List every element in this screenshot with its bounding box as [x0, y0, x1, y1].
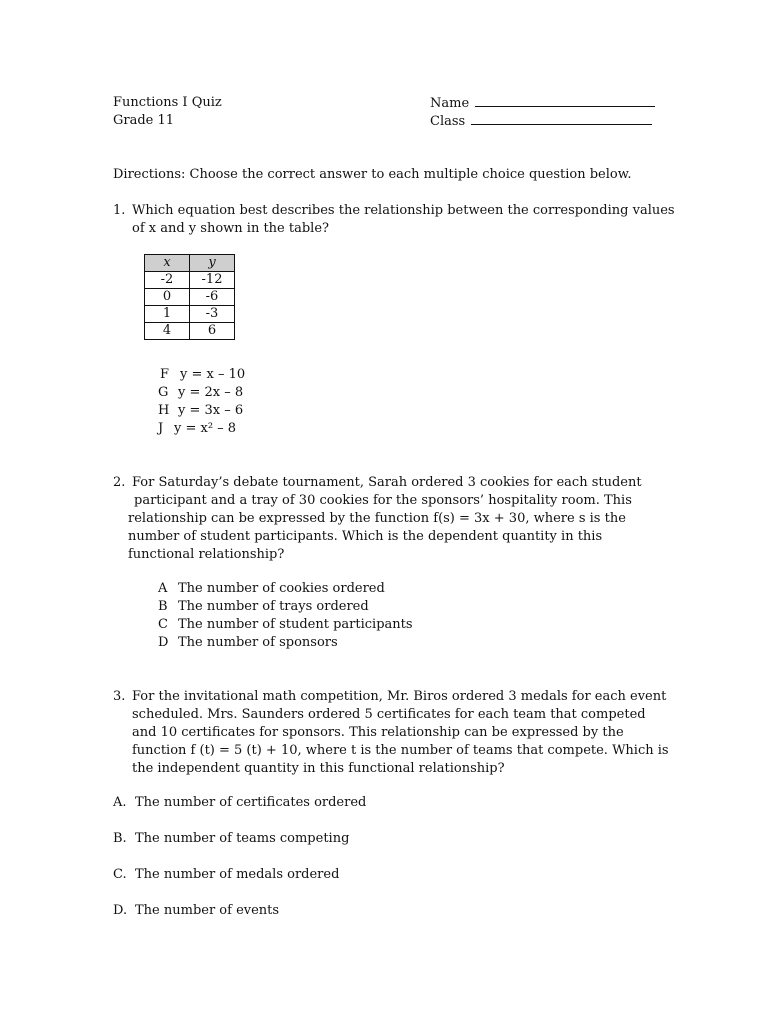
choice-letter: C — [158, 617, 168, 632]
table-header-x: x — [145, 255, 190, 272]
q3-line-1: For the invitational math competition, Mr. Biros ordered 3 medals for each event — [132, 689, 667, 704]
q2-line-2: participant and a tray of 30 cookies for the sponsors’ hospitality room. This — [134, 493, 632, 508]
choice-letter: A. — [113, 795, 127, 810]
q1-xy-table — [144, 254, 235, 340]
q2-line-4: number of student participants. Which is the dependent quantity in this — [128, 529, 603, 544]
name-blank[interactable] — [475, 94, 655, 107]
q2-choice-c[interactable] — [158, 616, 413, 634]
table-cell: 6 — [190, 323, 235, 340]
q2-number: 2. — [113, 475, 126, 490]
choice-text: The number of medals ordered — [135, 867, 340, 882]
q1-text — [132, 202, 675, 238]
choice-text: y = x – 10 — [180, 367, 246, 382]
q3-line-3: and 10 certificates for sponsors. This relationship can be expressed by the — [132, 725, 624, 740]
q3-choice-d[interactable] — [113, 902, 279, 920]
choice-text: The number of teams competing — [135, 831, 350, 846]
q1-choice-h[interactable] — [158, 402, 243, 420]
table-row — [145, 306, 235, 323]
q3-text — [132, 688, 669, 778]
choice-text: The number of certificates ordered — [135, 795, 367, 810]
table-cell: -3 — [190, 306, 235, 323]
choice-text: y = 3x – 6 — [178, 403, 244, 418]
table-cell: 1 — [145, 306, 190, 323]
choice-letter: D. — [113, 903, 128, 918]
choice-text: y = x² – 8 — [174, 421, 237, 436]
q1-choice-g[interactable] — [158, 384, 243, 402]
q2-line-5: functional relationship? — [128, 547, 285, 562]
directions: Directions: Choose the correct answer to each multiple choice question below. — [113, 167, 632, 182]
choice-letter: H — [158, 403, 170, 418]
choice-letter: J — [158, 421, 164, 436]
name-label: Name — [430, 96, 470, 111]
name-row — [430, 94, 655, 113]
q1-line-2: of x and y shown in the table? — [132, 221, 329, 236]
choice-letter: A — [158, 581, 168, 596]
table-row — [145, 272, 235, 289]
choice-text: The number of cookies ordered — [178, 581, 385, 596]
q3-choice-b[interactable] — [113, 830, 349, 848]
q1-line-1: Which equation best describes the relationship between the corresponding values — [132, 203, 675, 218]
q3-line-5: the independent quantity in this functional relationship? — [132, 761, 505, 776]
table-cell: 0 — [145, 289, 190, 306]
q3-choice-c[interactable] — [113, 866, 339, 884]
choice-text: The number of events — [135, 903, 280, 918]
choice-text: y = 2x – 8 — [178, 385, 244, 400]
choice-text: The number of trays ordered — [178, 599, 369, 614]
q2-choice-b[interactable] — [158, 598, 369, 616]
table-row — [145, 323, 235, 340]
table-cell: -2 — [145, 272, 190, 289]
class-label: Class — [430, 114, 466, 129]
q1-number: 1. — [113, 203, 126, 218]
q2-choice-d[interactable] — [158, 634, 338, 652]
choice-letter: F — [160, 367, 170, 382]
q1-choice-j[interactable] — [158, 420, 236, 438]
table-cell: 4 — [145, 323, 190, 340]
choice-letter: D — [158, 635, 169, 650]
table-row — [145, 289, 235, 306]
choice-text: The number of student participants — [178, 617, 413, 632]
q2-choice-a[interactable] — [158, 580, 385, 598]
choice-letter: B. — [113, 831, 127, 846]
q3-choice-a[interactable] — [113, 794, 366, 812]
class-blank[interactable] — [471, 112, 652, 125]
choice-letter: G — [158, 385, 169, 400]
q2-text — [128, 474, 642, 564]
quiz-title: Functions I Quiz — [113, 95, 222, 110]
table-header-row — [145, 255, 235, 272]
table-cell: -6 — [190, 289, 235, 306]
q1-choice-f[interactable] — [160, 366, 245, 384]
q3-line-4: function f (t) = 5 (t) + 10, where t is the number of teams that compete. Which is — [132, 743, 669, 758]
q3-line-2: scheduled. Mrs. Saunders ordered 5 certificates for each team that competed — [132, 707, 646, 722]
choice-letter: C. — [113, 867, 127, 882]
q2-line-1: For Saturday’s debate tournament, Sarah ordered 3 cookies for each student — [132, 475, 642, 490]
grade-label: Grade 11 — [113, 113, 175, 128]
choice-text: The number of sponsors — [178, 635, 338, 650]
class-row — [430, 112, 652, 131]
choice-letter: B — [158, 599, 168, 614]
q3-number: 3. — [113, 689, 126, 704]
table-cell: -12 — [190, 272, 235, 289]
q2-line-3: relationship can be expressed by the function f(s) = 3x + 30, where s is the — [128, 511, 626, 526]
table-header-y: y — [190, 255, 235, 272]
